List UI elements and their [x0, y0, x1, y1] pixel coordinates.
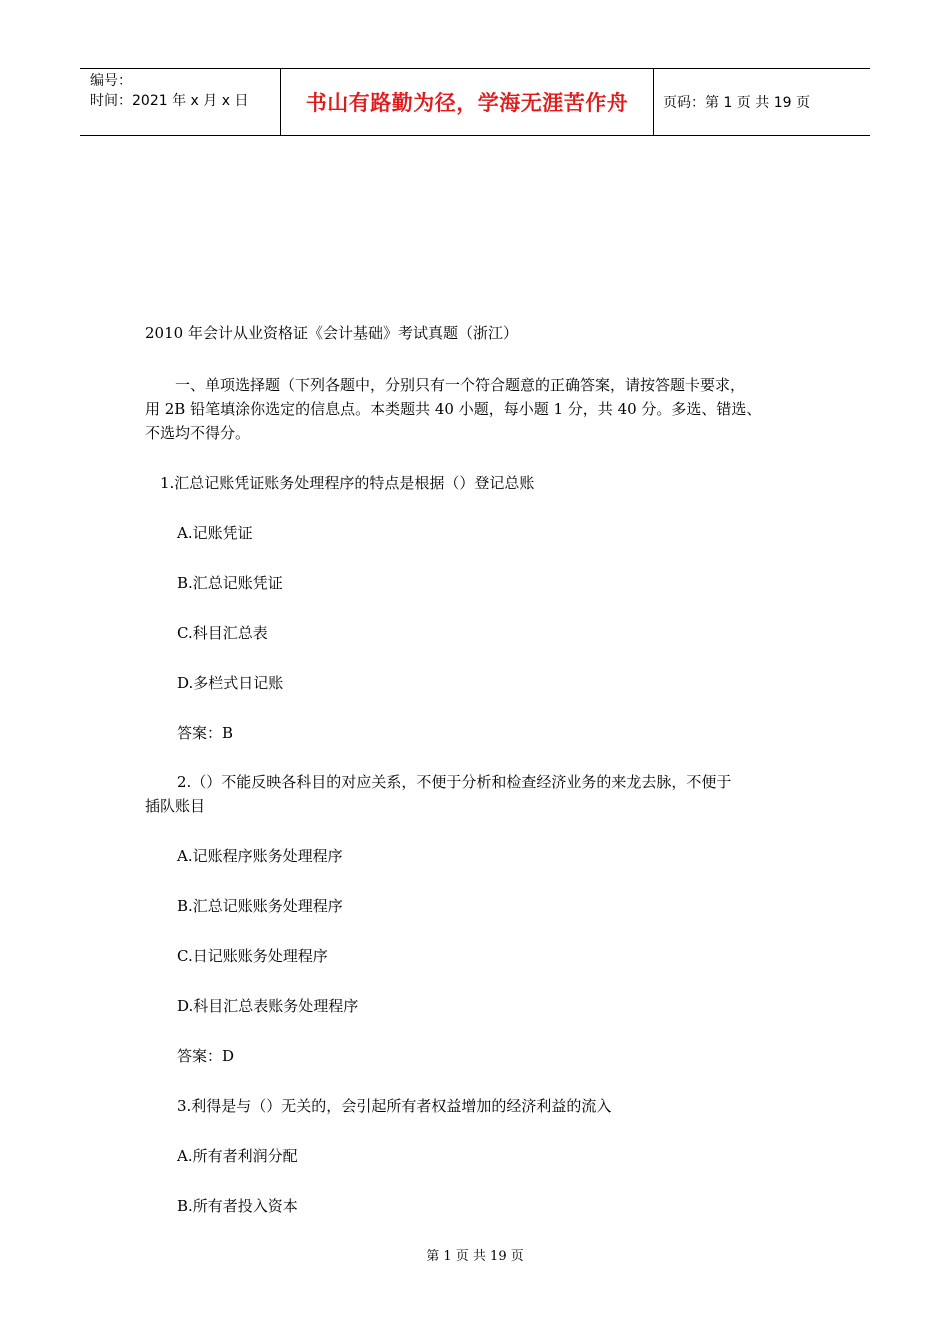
- answer-key: 答案：D: [177, 1047, 235, 1065]
- answer-option: B.汇总记账凭证: [177, 574, 283, 592]
- answer-option: C.日记账账务处理程序: [177, 947, 328, 965]
- answer-option: D.多栏式日记账: [177, 674, 284, 692]
- header-meta-cell: [80, 69, 281, 135]
- question-stem: 插队账目: [145, 797, 206, 815]
- answer-option: A.记账凭证: [177, 524, 253, 542]
- section-intro-line: 不选均不得分。: [145, 424, 251, 442]
- section-intro-line: 一、单项选择题（下列各题中，分别只有一个符合题意的正确答案，请按答题卡要求，: [175, 376, 746, 394]
- answer-option: A.记账程序账务处理程序: [177, 847, 343, 865]
- question-stem: 3.利得是与（）无关的，会引起所有者权益增加的经济利益的流入: [177, 1097, 612, 1115]
- header-page-cell: [654, 69, 870, 135]
- section-intro-line: 用 2B 铅笔填涂你选定的信息点。本类题共 40 小题，每小题 1 分，共 40 分。多选、错选、: [145, 400, 762, 418]
- document-title: 2010 年会计从业资格证《会计基础》考试真题（浙江）: [145, 324, 518, 342]
- document-number-label: 编号：: [90, 73, 132, 89]
- answer-option: A.所有者利润分配: [177, 1147, 298, 1165]
- header-motto: 书山有路勤为径，学海无涯苦作舟: [305, 91, 629, 115]
- header-page-info: 页码：第 1 页 共 19 页: [663, 95, 810, 111]
- answer-option: C.科目汇总表: [177, 624, 268, 642]
- question-stem: 2.（）不能反映各科目的对应关系，不便于分析和检查经济业务的来龙去脉，不便于: [177, 773, 732, 791]
- answer-option: D.科目汇总表账务处理程序: [177, 997, 359, 1015]
- answer-option: B.所有者投入资本: [177, 1197, 298, 1215]
- footer-page-number: 第 1 页 共 19 页: [426, 1249, 524, 1264]
- header-motto-cell: [281, 69, 654, 135]
- answer-option: B.汇总记账账务处理程序: [177, 897, 343, 915]
- page-header: [80, 68, 870, 136]
- page-footer: [0, 1245, 950, 1264]
- question-stem: 1.汇总记账凭证账务处理程序的特点是根据（）登记总账: [160, 474, 535, 492]
- answer-key: 答案：B: [177, 724, 234, 742]
- document-date-label: 时间：2021 年 x 月 x 日: [90, 93, 249, 109]
